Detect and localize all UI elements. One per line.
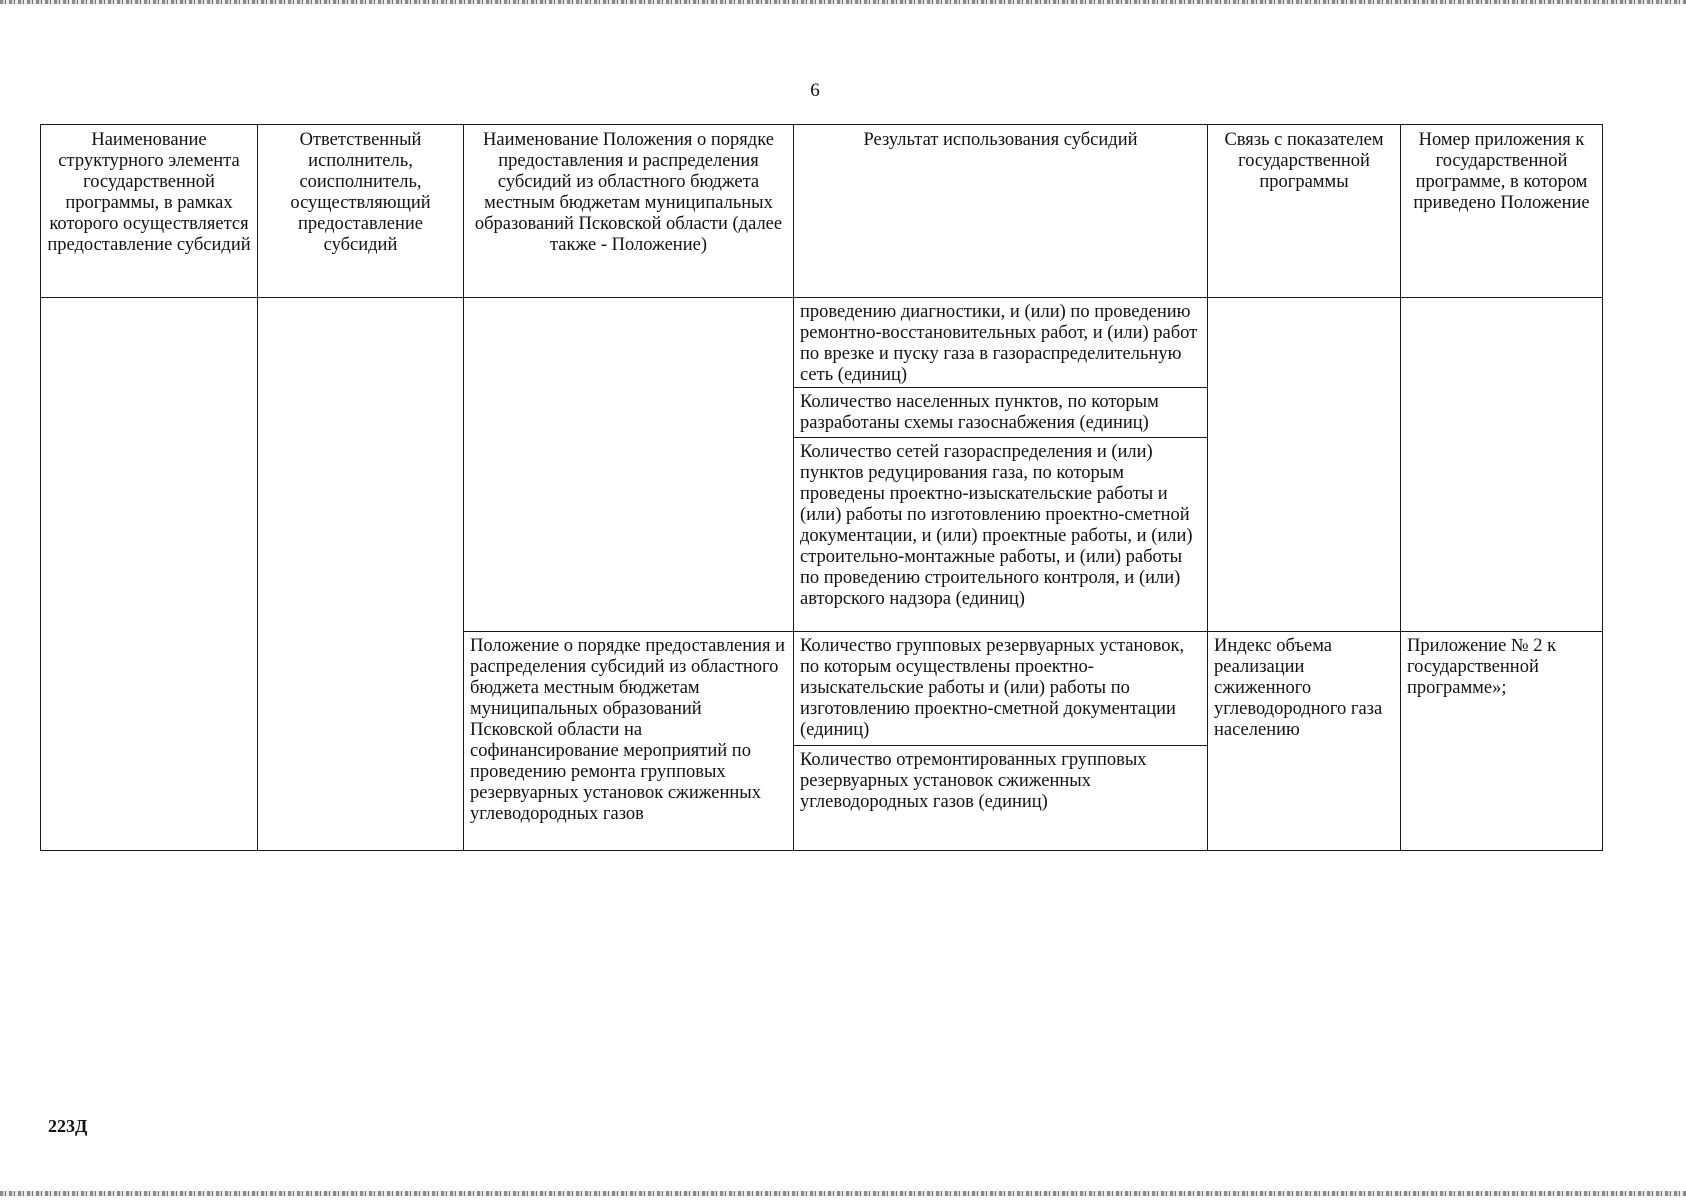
cell-appendix-1: [1401, 298, 1603, 632]
cell-result-2-1: Количество групповых резервуарных установок, по которым осуществлены проектно-изыскательские работы и (или) работы по изготовлению проектно-сметной документации (единиц): [794, 632, 1208, 746]
scan-edge-bottom: [0, 1191, 1686, 1196]
page-number: 6: [810, 80, 820, 101]
cell-indicator-2: Индекс объема реализации сжиженного углеводородного газа населению: [1208, 632, 1401, 851]
cell-appendix-2: Приложение № 2 к государственной программе»;: [1401, 632, 1603, 851]
subsidies-table: [40, 124, 1603, 851]
header-regulation-name: Наименование Положения о порядке предоставления и распределения субсидий из областного бюджета местным бюджетам муниципальных образований Псковской области (далее также - Положение): [464, 125, 794, 298]
header-appendix-number: Номер приложения к государственной программе, в котором приведено Положение: [1401, 125, 1603, 298]
scan-edge-top: [0, 0, 1686, 4]
cell-structural-element: [41, 298, 258, 851]
header-responsible-executor: Ответственный исполнитель, соисполнитель, осуществляющий предоставление субсидий: [258, 125, 464, 298]
table-header-row: [41, 125, 1603, 298]
cell-regulation-2: Положение о порядке предоставления и распределения субсидий из областного бюджета местным бюджетам муниципальных образований Псковской области на софинансирование мероприятий по проведению ремонта групповых резервуарных установок сжиженных углеводородных газов: [464, 632, 794, 851]
cell-indicator-1: [1208, 298, 1401, 632]
cell-result-1-2: Количество населенных пунктов, по которым разработаны схемы газоснабжения (единиц): [794, 388, 1208, 438]
header-program-indicator: Связь с показателем государственной программы: [1208, 125, 1401, 298]
cell-result-1-1: проведению диагностики, и (или) по проведению ремонтно-восстановительных работ, и (или) работ по врезке и пуску газа в газораспределительную сеть (единиц): [794, 298, 1208, 388]
cell-responsible-executor: [258, 298, 464, 851]
header-subsidy-result: Результат использования субсидий: [794, 125, 1208, 298]
cell-result-2-2: Количество отремонтированных групповых резервуарных установок сжиженных углеводородных газов (единиц): [794, 746, 1208, 851]
table-row: [41, 298, 1603, 388]
header-structural-element: Наименование структурного элемента государственной программы, в рамках которого осуществляется предоставление субсидий: [41, 125, 258, 298]
cell-regulation-1: [464, 298, 794, 632]
cell-result-1-3: Количество сетей газораспределения и (или) пунктов редуцирования газа, по которым проведены проектно-изыскательские работы и (или) работы по изготовлению проектно-сметной документации, и (или) проектные работы, и (или) строительно-монтажные работы, и (или) работы по проведению строительного контроля, и (или) авторского надзора (единиц): [794, 438, 1208, 632]
footer-document-code: 223Д: [48, 1116, 88, 1136]
